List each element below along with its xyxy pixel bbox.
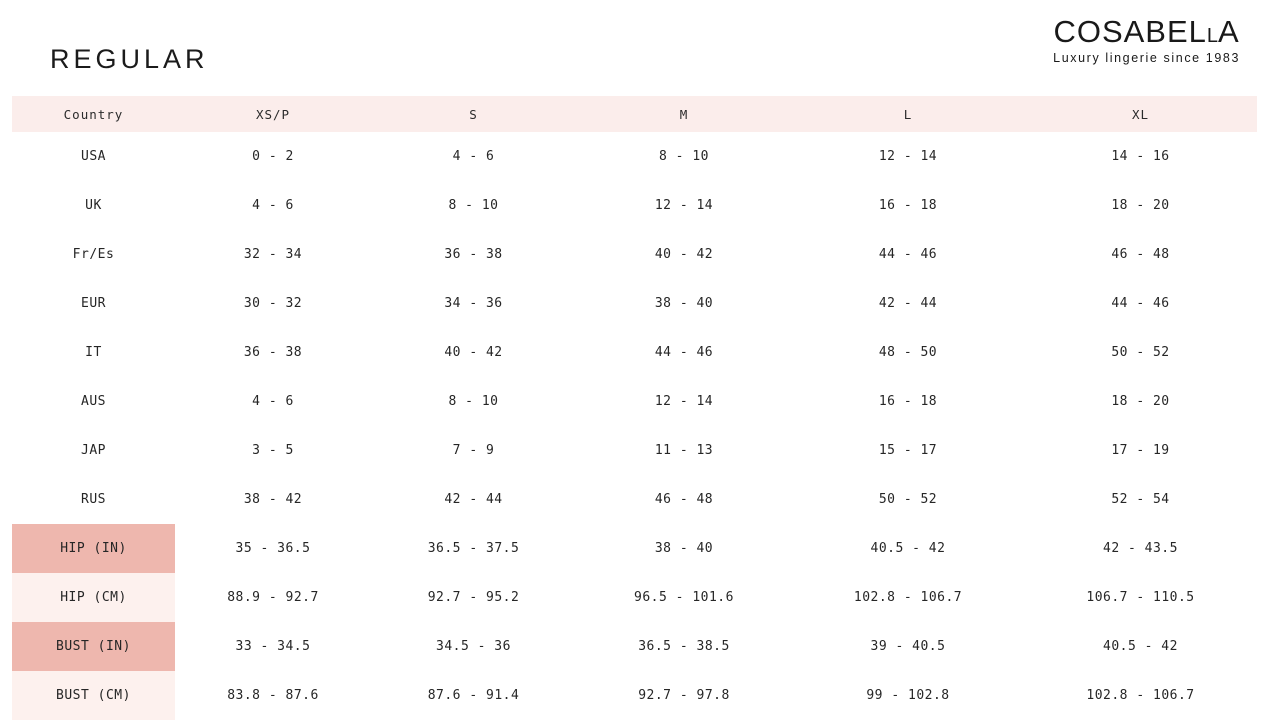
row-label: UK — [85, 198, 102, 213]
size-cell: 32 - 34 — [243, 247, 303, 262]
row-label: BUST (CM) — [12, 671, 175, 720]
size-chart-table — [12, 96, 1257, 720]
size-cell: 7 - 9 — [452, 443, 495, 458]
size-cell: 35 - 36.5 — [235, 541, 311, 556]
row-label: AUS — [81, 394, 106, 409]
size-cell: 15 - 17 — [878, 443, 938, 458]
table-row — [12, 132, 1257, 181]
table-row — [12, 328, 1257, 377]
size-cell: 83.8 - 87.6 — [227, 688, 319, 703]
size-cell: 44 - 46 — [878, 247, 938, 262]
size-cell: 8 - 10 — [659, 149, 709, 164]
table-row — [12, 426, 1257, 475]
size-cell: 92.7 - 97.8 — [638, 688, 730, 703]
table-row — [12, 573, 1257, 622]
brand-block — [1053, 16, 1240, 65]
header-cell: M — [679, 106, 689, 122]
brand-logo-main: COSABEL — [1053, 14, 1207, 49]
size-cell: 99 - 102.8 — [866, 688, 950, 703]
size-cell: 87.6 - 91.4 — [427, 688, 520, 703]
size-cell: 42 - 44 — [878, 296, 938, 311]
size-cell: 44 - 46 — [654, 345, 714, 360]
brand-logo — [1053, 16, 1240, 49]
brand-logo-end: A — [1218, 14, 1240, 49]
brand-logo-small-l: L — [1206, 25, 1219, 47]
table-row — [12, 475, 1257, 524]
row-label: BUST (IN) — [12, 622, 175, 671]
size-cell: 18 - 20 — [1111, 394, 1170, 409]
size-cell: 8 - 10 — [448, 198, 499, 213]
size-cell: 42 - 44 — [444, 492, 503, 507]
table-row — [12, 622, 1257, 671]
size-cell: 39 - 40.5 — [870, 639, 946, 654]
size-cell: 36.5 - 38.5 — [638, 639, 730, 654]
brand-tagline: Luxury lingerie since 1983 — [1053, 50, 1240, 65]
size-cell: 0 - 2 — [252, 149, 294, 164]
size-cell: 16 - 18 — [878, 394, 938, 409]
size-cell: 40.5 - 42 — [870, 541, 946, 556]
size-cell: 44 - 46 — [1111, 296, 1170, 311]
row-label: Fr/Es — [72, 247, 115, 262]
row-label: EUR — [81, 296, 106, 311]
page-title: REGULAR — [50, 44, 209, 74]
size-cell: 4 - 6 — [452, 149, 495, 164]
header-cell: L — [903, 106, 913, 122]
size-cell: 50 - 52 — [878, 492, 938, 507]
size-cell: 14 - 16 — [1111, 149, 1170, 164]
size-cell: 8 - 10 — [448, 394, 499, 409]
size-cell: 11 - 13 — [654, 443, 714, 458]
size-cell: 40 - 42 — [654, 247, 714, 262]
size-cell: 88.9 - 92.7 — [227, 590, 319, 605]
header-cell: XS/P — [255, 106, 291, 122]
size-cell: 52 - 54 — [1111, 492, 1170, 507]
size-cell: 16 - 18 — [878, 198, 938, 213]
size-cell: 3 - 5 — [252, 443, 294, 458]
size-cell: 102.8 - 106.7 — [853, 590, 963, 605]
table-row — [12, 524, 1257, 573]
size-cell: 38 - 40 — [654, 296, 714, 311]
row-label: HIP (IN) — [12, 524, 175, 573]
size-cell: 48 - 50 — [878, 345, 938, 360]
size-cell: 36 - 38 — [243, 345, 303, 360]
size-cell: 36.5 - 37.5 — [427, 541, 520, 556]
size-cell: 40 - 42 — [444, 345, 503, 360]
size-cell: 38 - 40 — [654, 541, 714, 556]
size-cell: 34.5 - 36 — [436, 639, 511, 654]
header-cell: S — [469, 106, 478, 122]
size-cell: 12 - 14 — [654, 198, 714, 213]
size-cell: 106.7 - 110.5 — [1086, 590, 1195, 605]
size-cell: 4 - 6 — [252, 394, 294, 409]
size-cell: 36 - 38 — [444, 247, 503, 262]
size-cell: 96.5 - 101.6 — [634, 590, 734, 605]
size-cell: 4 - 6 — [252, 198, 294, 213]
size-cell: 46 - 48 — [654, 492, 714, 507]
header-cell: Country — [63, 106, 124, 122]
size-cell: 46 - 48 — [1111, 247, 1170, 262]
size-cell: 33 - 34.5 — [235, 639, 311, 654]
row-label: IT — [85, 345, 102, 360]
table-row — [12, 279, 1257, 328]
size-cell: 102.8 - 106.7 — [1086, 688, 1195, 703]
size-cell: 50 - 52 — [1111, 345, 1170, 360]
size-cell: 42 - 43.5 — [1103, 541, 1178, 556]
header-cell: XL — [1131, 106, 1150, 122]
size-cell: 18 - 20 — [1111, 198, 1170, 213]
row-label: HIP (CM) — [12, 573, 175, 622]
size-cell: 30 - 32 — [243, 296, 303, 311]
table-row — [12, 377, 1257, 426]
row-label: RUS — [81, 492, 106, 507]
size-cell: 40.5 - 42 — [1103, 639, 1178, 654]
table-row — [12, 671, 1257, 720]
size-cell: 12 - 14 — [654, 394, 714, 409]
table-header-row — [12, 96, 1257, 132]
size-cell: 12 - 14 — [878, 149, 938, 164]
row-label: JAP — [81, 443, 106, 458]
table-body — [12, 132, 1257, 720]
size-cell: 17 - 19 — [1111, 443, 1170, 458]
size-cell: 92.7 - 95.2 — [427, 590, 520, 605]
row-label: USA — [81, 149, 106, 164]
table-row — [12, 230, 1257, 279]
size-cell: 38 - 42 — [243, 492, 303, 507]
table-row — [12, 181, 1257, 230]
size-cell: 34 - 36 — [444, 296, 503, 311]
